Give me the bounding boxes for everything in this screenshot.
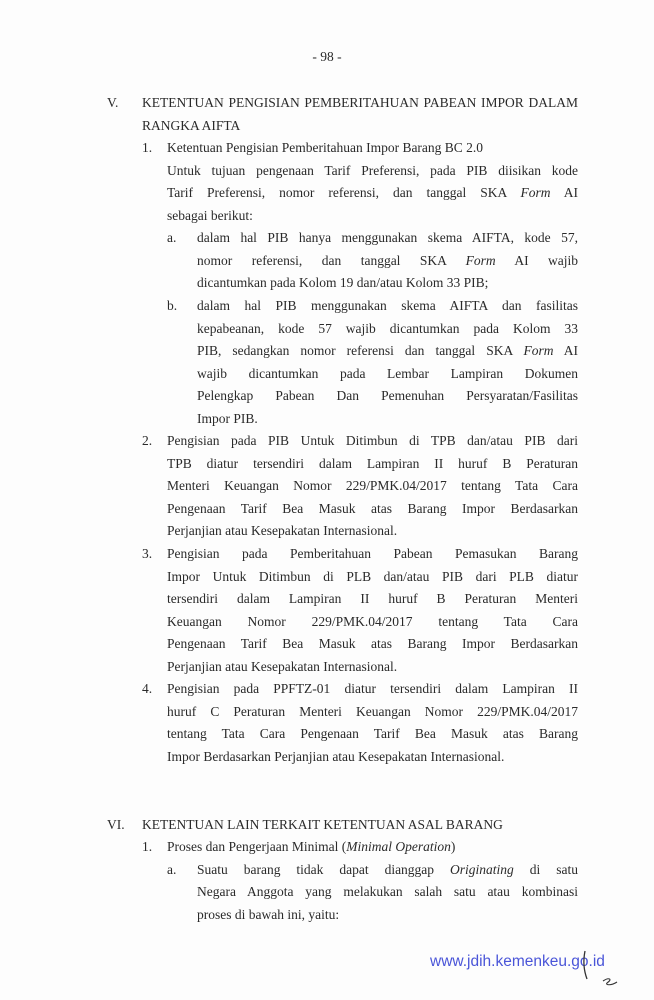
text-line [167, 501, 578, 517]
handwritten-initial-mark [575, 945, 635, 995]
italic-term: Form [520, 185, 551, 200]
text-segment: KETENTUAN LAIN TERKAIT KETENTUAN ASAL BARANG [142, 817, 503, 832]
text-line [167, 839, 455, 855]
text-line [197, 343, 578, 359]
list-marker: 4. [142, 681, 153, 696]
text-line [197, 366, 578, 382]
text-segment: dalam hal PIB menggunakan skema AIFTA dan fasilitas [197, 298, 578, 313]
text-line [197, 388, 578, 404]
list-marker: 1. [142, 140, 153, 155]
text-segment: AI [553, 343, 579, 358]
text-line [167, 140, 483, 156]
list-marker: b. [167, 298, 178, 313]
text-segment: TPB diatur tersendiri dalam Lampiran II huruf B Peraturan [167, 456, 578, 471]
text-line [142, 817, 503, 833]
text-line [167, 614, 578, 630]
text-segment: wajib dicantumkan pada Lembar Lampiran Dokumen [197, 366, 578, 381]
text-segment: Pengisian pada Pemberitahuan Pabean Pemasukan Barang [167, 546, 578, 561]
text-segment: Perjanjian atau Kesepakatan Internasional. [167, 659, 398, 674]
text-segment: Proses dan Pengerjaan Minimal ( [167, 839, 347, 854]
page-number: - 98 - [312, 49, 342, 64]
list-marker: a. [167, 230, 177, 245]
text-segment: kepabeanan, kode 57 wajib dicantumkan pada Kolom 33 [197, 321, 578, 336]
text-line [167, 726, 578, 742]
text-line [167, 636, 578, 652]
text-segment: Impor PIB. [197, 411, 258, 426]
text-line [197, 253, 578, 269]
text-line [167, 523, 397, 539]
text-segment: KETENTUAN PENGISIAN PEMBERITAHUAN PABEAN IMPOR DALAM [142, 95, 579, 110]
text-segment: Pengenaan Tarif Bea Masuk atas Barang Impor Berdasarkan [167, 501, 578, 516]
text-line [167, 569, 578, 585]
list-marker: 3. [142, 546, 153, 561]
text-segment: PIB, sedangkan nomor referensi dan tanggal SKA [197, 343, 524, 358]
text-line [167, 163, 578, 179]
text-segment: dalam hal PIB hanya menggunakan skema AIFTA, kode 57, [197, 230, 578, 245]
text-segment: tentang Tata Cara Pengenaan Tarif Bea Masuk atas Barang [167, 726, 578, 741]
text-segment: Menteri Keuangan Nomor 229/PMK.04/2017 tentang Tata Cara [167, 478, 578, 493]
text-line [197, 907, 339, 923]
text-segment: Suatu barang tidak dapat dianggap [197, 862, 451, 877]
italic-term: Minimal Operation [346, 839, 451, 854]
text-segment: Tarif Preferensi, nomor referensi, dan tanggal SKA [167, 185, 521, 200]
text-segment: di satu [513, 862, 578, 877]
text-line [197, 321, 578, 337]
text-segment: dicantumkan pada Kolom 19 dan/atau Kolom 33 PIB; [197, 275, 489, 290]
text-segment: sebagai berikut: [167, 208, 253, 223]
text-line [167, 704, 578, 720]
text-segment: Ketentuan Pengisian Pemberitahuan Impor Barang BC 2.0 [167, 140, 484, 155]
text-line [197, 275, 488, 291]
list-marker: 2. [142, 433, 153, 448]
text-line [167, 456, 578, 472]
text-line [167, 659, 397, 675]
text-line [167, 681, 578, 697]
text-line [167, 478, 578, 494]
text-segment: Pengenaan Tarif Bea Masuk atas Barang Impor Berdasarkan [167, 636, 578, 651]
footer-url-link[interactable]: www.jdih.kemenkeu.go.id [430, 953, 605, 970]
text-segment: Pengisian pada PPFTZ-01 diatur tersendiri dalam Lampiran II [167, 681, 579, 696]
text-segment: Perjanjian atau Kesepakatan Internasional. [167, 523, 398, 538]
text-line [167, 591, 578, 607]
text-line [167, 208, 253, 224]
text-segment: Impor Berdasarkan Perjanjian atau Kesepakatan Internasional. [167, 749, 505, 764]
text-line [197, 884, 578, 900]
text-segment: huruf C Peraturan Menteri Keuangan Nomor 229/PMK.04/2017 [167, 704, 579, 719]
list-marker: V. [107, 95, 119, 110]
text-segment: Keuangan Nomor 229/PMK.04/2017 tentang Tata Cara [167, 614, 578, 629]
text-segment: Negara Anggota yang melakukan salah satu atau kombinasi [197, 884, 578, 899]
text-line [142, 95, 578, 111]
text-line [197, 411, 258, 427]
italic-term: Form [465, 253, 496, 268]
list-marker: 1. [142, 839, 153, 854]
text-line [197, 862, 578, 878]
text-segment: AI wajib [495, 253, 579, 268]
italic-term: Form [523, 343, 554, 358]
text-line [167, 546, 578, 562]
text-line [142, 118, 240, 134]
text-segment: AI [550, 185, 579, 200]
text-segment: nomor referensi, dan tanggal SKA [197, 253, 466, 268]
text-segment: ) [450, 839, 456, 854]
text-line [197, 298, 578, 314]
text-line [167, 433, 578, 449]
text-line [197, 230, 578, 246]
text-segment: proses di bawah ini, yaitu: [197, 907, 340, 922]
text-segment: RANGKA AIFTA [142, 118, 241, 133]
text-segment: tersendiri dalam Lampiran II huruf B Peraturan Menteri [167, 591, 578, 606]
italic-term: Originating [450, 862, 514, 877]
text-segment: Pelengkap Pabean Dan Pemenuhan Persyaratan/Fasilitas [197, 388, 578, 403]
text-segment: Impor Untuk Ditimbun di PLB dan/atau PIB dari PLB diatur [167, 569, 578, 584]
list-marker: a. [167, 862, 177, 877]
text-segment: Untuk tujuan pengenaan Tarif Preferensi, pada PIB diisikan kode [167, 163, 579, 178]
text-segment: Pengisian pada PIB Untuk Ditimbun di TPB dan/atau PIB dari [167, 433, 578, 448]
list-marker: VI. [107, 817, 125, 832]
text-line [167, 749, 504, 765]
text-line [167, 185, 578, 201]
